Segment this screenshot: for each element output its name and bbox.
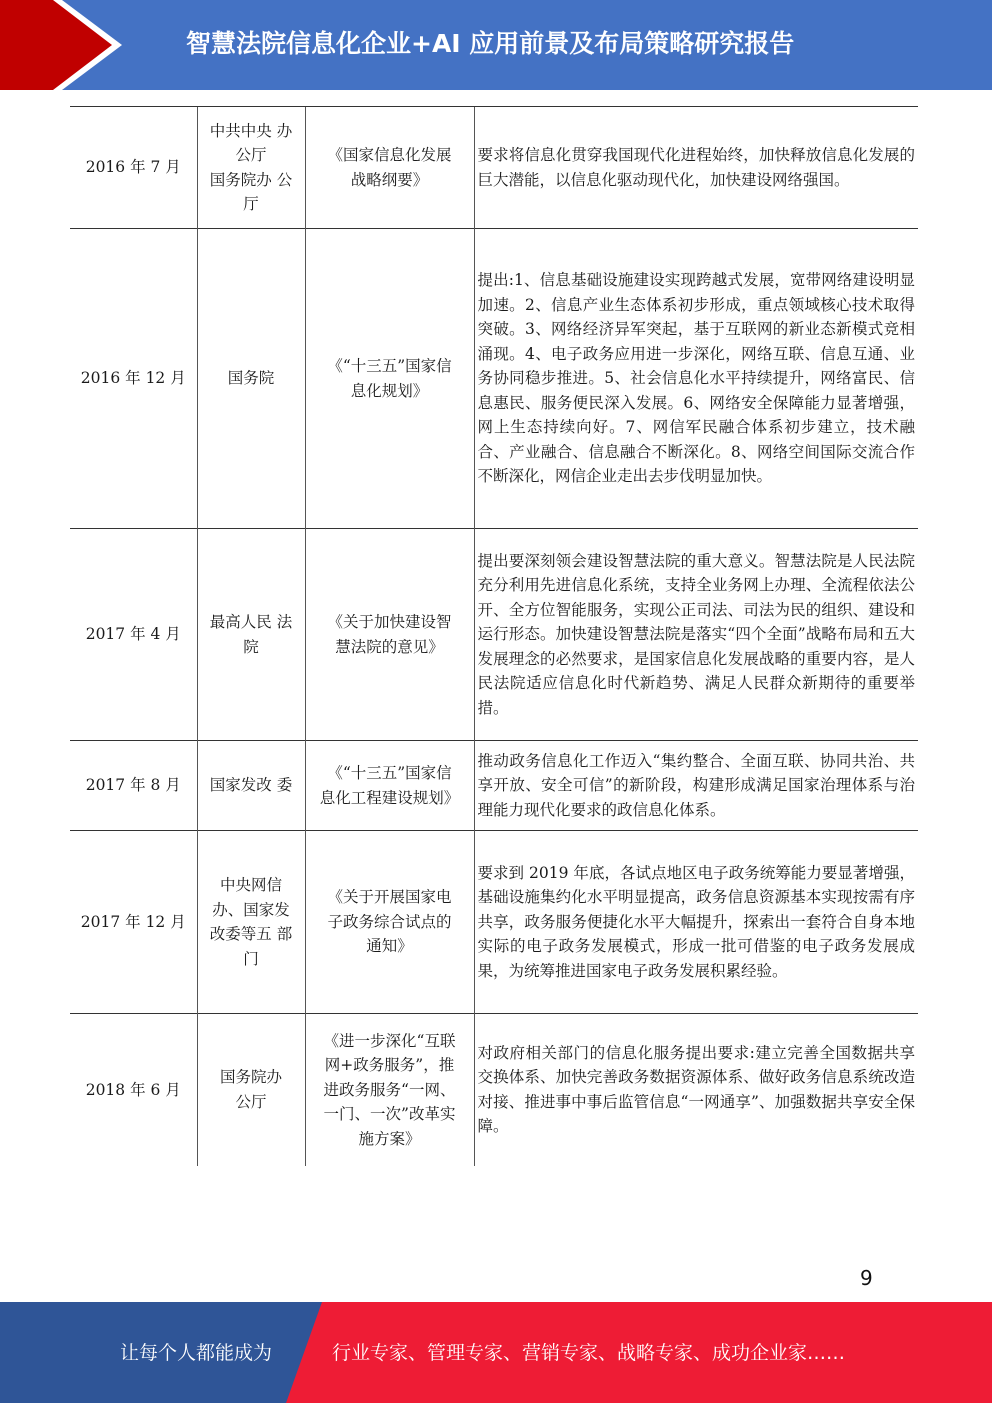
date-cell: 2018 年 6 月	[70, 1014, 197, 1166]
issuer-line: 门	[243, 949, 259, 968]
date-cell: 2016 年 7 月	[70, 107, 197, 229]
issuer-cell	[197, 741, 305, 831]
issuer-line: 最高人民 法	[209, 613, 293, 631]
content-cell: 要求到 2019 年底，各试点地区电子政务统筹能力要显著增强，基础设施集约化水平明显提高，政务信息资源基本实现按需有序共享，政务服务便捷化水平大幅提升，探索出一套符合自身本地实际的电子政务发展模式，形成一批可借鉴的电子政务发展成果，为统筹推进国家电子政务发展积累经验。	[474, 831, 918, 1014]
date-cell: 2017 年 8 月	[70, 741, 197, 831]
issuer-cell	[197, 831, 305, 1014]
document-cell	[305, 107, 474, 229]
document-line: 子政务综合试点的	[327, 912, 452, 931]
document-line: 通知》	[366, 937, 413, 956]
issuer-line: 公厅	[235, 146, 267, 164]
document-line: 《进一步深化“互联	[323, 1031, 456, 1050]
document-line: 息化工程建设规划》	[319, 788, 460, 807]
date-cell: 2017 年 4 月	[70, 529, 197, 741]
report-title: 智慧法院信息化企业+AI 应用前景及布局策略研究报告	[186, 29, 795, 58]
issuer-line: 中共中央 办	[209, 121, 293, 140]
document-cell	[305, 229, 474, 529]
issuer-line: 改委等五 部	[209, 925, 293, 943]
document-line: 慧法院的意见》	[335, 637, 444, 656]
report-header-banner	[0, 0, 992, 90]
document-line: 《关于开展国家电	[327, 888, 452, 907]
table-row	[70, 229, 918, 529]
document-line: 网+政务服务”，推	[324, 1056, 455, 1074]
issuer-cell	[197, 229, 305, 529]
page-number: 9	[860, 1266, 873, 1290]
content-cell: 对政府相关部门的信息化服务提出要求:建立完善全国数据共享交换体系、加快完善政务数据资源体系、做好政务信息系统改造对接、推进事中事后监管信息“一网通享”、加强数据共享安全保障。	[474, 1014, 918, 1166]
issuer-line: 办、国家发	[212, 900, 290, 919]
footer-slogan-left: 让每个人都能成为	[120, 1342, 273, 1364]
footer-banner	[0, 1302, 992, 1403]
content-cell: 提出:1、信息基础设施建设实现跨越式发展，宽带网络建设明显加速。2、信息产业生态体系初步形成，重点领域核心技术取得突破。3、网络经济异军突起，基于互联网的新业态新模式竞相涌现。4、电子政务应用进一步深化，网络互联、信息互通、业务协同稳步推进。5、社会信息化水平持续提升，网络富民、信息惠民、服务便民深入发展。6、网络安全保障能力显著增强，网上生态持续向好。7、网信军民融合体系初步建立，技术融合、产业融合、信息融合不断深化。8、网络空间国际交流合作不断深化，网信企业走出去步伐明显加快。	[474, 229, 918, 529]
document-cell	[305, 1014, 474, 1166]
document-cell	[305, 741, 474, 831]
date-cell: 2017 年 12 月	[70, 831, 197, 1014]
issuer-line: 中央网信	[219, 876, 282, 894]
document-line: 进政务服务“一网、	[323, 1080, 456, 1099]
issuer-line: 公厅	[235, 1092, 267, 1111]
table-row	[70, 831, 918, 1014]
document-line: 《国家信息化发展	[327, 146, 452, 164]
content-cell: 要求将信息化贯穿我国现代化进程始终，加快释放信息化发展的巨大潜能，以信息化驱动现代化，加快建设网络强国。	[474, 107, 918, 229]
content-cell: 提出要深刻领会建设智慧法院的重大意义。智慧法院是人民法院充分利用先进信息化系统，支持全业务网上办理、全流程依法公开、全方位智能服务，实现公正司法、司法为民的组织、建设和运行形态。加快建设智慧法院是落实“四个全面”战略布局和五大发展理念的必然要求，是国家信息化发展战略的重要内容，是人民法院适应信息化时代新趋势、满足人民群众新期待的重要举措。	[474, 529, 918, 741]
document-line: 战略纲要》	[350, 170, 429, 189]
issuer-cell	[197, 529, 305, 741]
issuer-line: 国务院办	[219, 1068, 282, 1087]
document-cell	[305, 831, 474, 1014]
date-cell: 2016 年 12 月	[70, 229, 197, 529]
issuer-line: 厅	[243, 195, 259, 213]
red-chevron-icon	[0, 0, 200, 90]
document-cell	[305, 529, 474, 741]
policy-table	[70, 106, 918, 1166]
document-line: 《关于加快建设智	[327, 613, 452, 631]
issuer-line: 国务院办 公	[209, 170, 293, 189]
table-row	[70, 529, 918, 741]
document-line: 一门、一次”改革实	[323, 1105, 456, 1123]
issuer-line: 院	[243, 637, 259, 656]
table-row	[70, 107, 918, 229]
document-line: 息化规划》	[350, 381, 429, 400]
table-row	[70, 1014, 918, 1166]
issuer-line: 国家发改 委	[209, 776, 293, 795]
document-line: 施方案》	[358, 1129, 421, 1148]
footer-slogan-right: 行业专家、管理专家、营销专家、战略专家、成功企业家……	[332, 1342, 846, 1364]
table-row	[70, 741, 918, 831]
issuer-line: 国务院	[227, 369, 275, 388]
issuer-cell	[197, 107, 305, 229]
content-cell: 推动政务信息化工作迈入“集约整合、全面互联、协同共治、共享开放、安全可信”的新阶段，构建形成满足国家治理体系与治理能力现代化要求的政信息化体系。	[474, 741, 918, 831]
document-line: 《“十三五”国家信	[327, 764, 452, 782]
issuer-cell	[197, 1014, 305, 1166]
document-line: 《“十三五”国家信	[327, 357, 452, 375]
